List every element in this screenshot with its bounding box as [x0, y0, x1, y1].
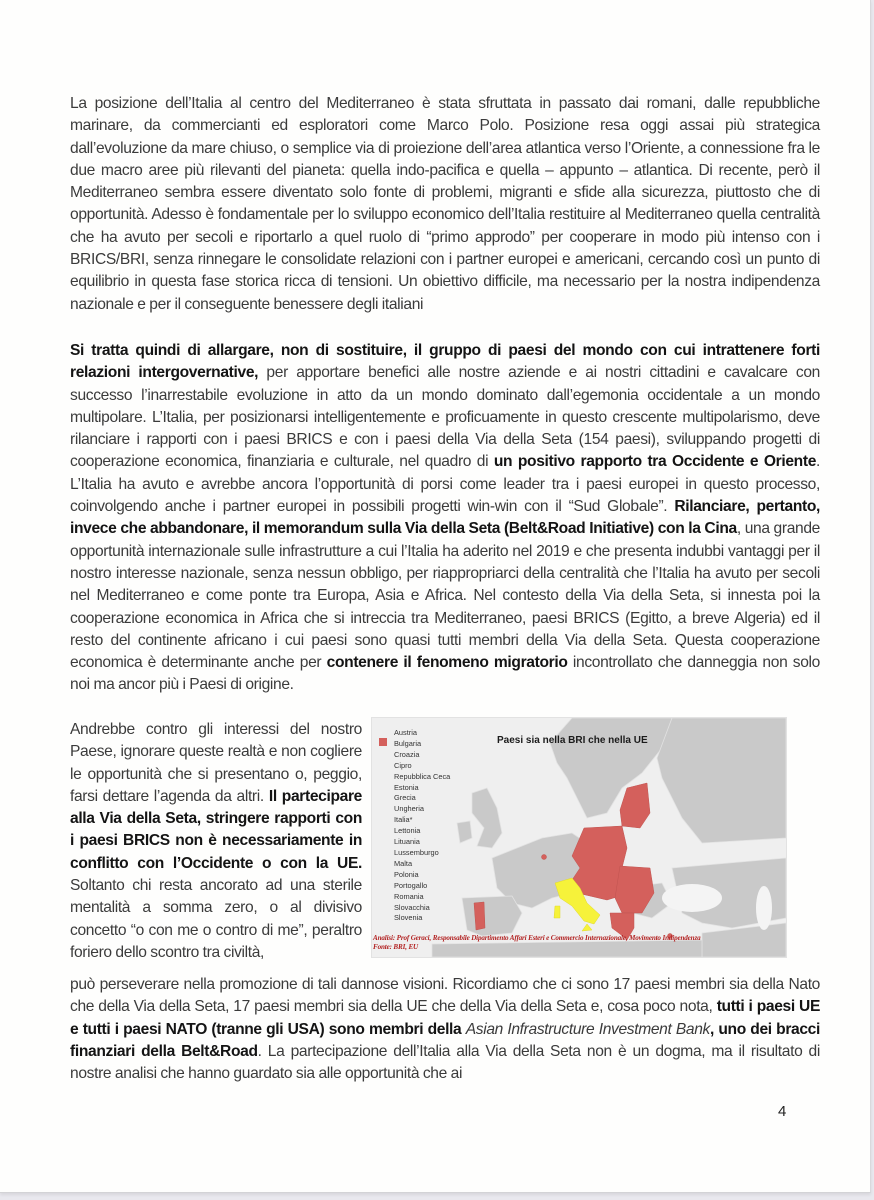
- text-segment: . L’Italia ha avuto e avrebbe ancora l’opportunità di porsi come leader tra i paesi europei in questo processo, coinvolgendo anche i partner europei in possibili progetti win-win con il “Sud Globale”.: [70, 453, 820, 516]
- legend-item: Lituania: [394, 837, 420, 847]
- bold-memorandum: Rilanciare, pertanto, invece che abbandonare, il memorandum sulla Via della Seta (Belt&Road Initiative) con la Cina: [70, 498, 821, 538]
- legend-item: Slovenia: [394, 913, 423, 923]
- bold-bracci-finanziari: , uno dei bracci finanziari della Belt&Road: [70, 1020, 820, 1060]
- bold-allargare: Si tratta quindi di allargare, non di sostituire, il gruppo di paesi del mondo con cui intrattenere forti relazioni intergovernative,: [70, 342, 820, 382]
- legend-swatch-red: [379, 738, 387, 746]
- legend-item: Portogallo: [394, 880, 428, 890]
- map-figure-bri-eu: [371, 717, 787, 958]
- legend-item: Italia*: [394, 815, 413, 825]
- paragraph-allargare: [70, 340, 820, 697]
- text-segment: . La partecipazione dell’Italia alla Via della Seta non è un dogma, ma il risultato di nostre analisi che hanno guardato sia alle opportunità che ai: [70, 1042, 820, 1083]
- legend-item: Bulgaria: [394, 738, 422, 748]
- legend-item: Ungheria: [394, 804, 424, 814]
- legend-item: Lussemburgo: [394, 847, 439, 857]
- legend-item: Austria: [394, 728, 418, 737]
- bold-partecipare: Il partecipare alla Via della Seta, stringere rapporti con i paesi BRICS non è necessariamente in conflitto con l’Occidente o con la UE.: [70, 787, 363, 872]
- page-number: 4: [778, 1103, 787, 1120]
- paragraph-perseverare: [70, 974, 820, 1085]
- bold-migratorio: contenere il fenomeno migratorio: [326, 654, 568, 672]
- legend-item: Romania: [394, 891, 424, 901]
- legend-item: Slovacchia: [394, 902, 430, 912]
- map-legend: [394, 728, 450, 924]
- legend-item: Malta: [394, 858, 413, 868]
- legend-item: Estonia: [394, 782, 419, 792]
- text-segment: Andrebbe contro gli interessi del nostro Paese, ignorare queste realtà e non cogliere le opportunità che si presentano o, peggio, farsi dettare l’agenda da altri.: [70, 721, 362, 805]
- map-title: Paesi sia nella BRI che nella UE: [497, 735, 648, 746]
- map-credit-source: Fonte: BRI, EU: [373, 943, 419, 952]
- legend-item: Repubblica Ceca: [394, 771, 451, 781]
- legend-item: Croazia: [394, 749, 420, 759]
- map-credit-analysis: Analisi: Prof Geraci, Responsabile Dipartimento Affari Esteri e Commercio Internazionale, Movimento Indipendenza: [373, 934, 701, 942]
- italic-aiib: Asian Infrastructure Investment Bank: [465, 1020, 711, 1038]
- legend-item: Cipro: [394, 760, 412, 770]
- text-segment: per apportare benefici alle nostre aziende e ai nostri cittadini e cavalcare con successo l’inarrestabile evoluzione in atto da un mondo dominato dall’egemonia occidentale a un mondo multipolare. L’Italia, per posizionarsi intelligentemente e proficuamente in questo crescente multipolarismo, deve rilanciare i rapporti con i paesi BRICS e con i paesi della Via della Seta (154 paesi), sviluppando progetti di cooperazione economica, finanziaria e culturale, nel quadro di: [70, 364, 820, 471]
- paragraph-mediterraneo: La posizione dell’Italia al centro del Mediterraneo è stata sfruttata in passato dai romani, dalle repubbliche marinare, da commercianti ed esploratori come Marco Polo. Posizione resa oggi assai più strategica dall’evoluzione da mare chiuso, o semplice via di proiezione dell’area atlantica verso l’Oriente, a connessione fra le due macro aree più rilevanti del pianeta: quella indo-pacifica e quella – appunto – atlantica. Di recente, però il Mediterraneo sembra essere diventato solo fonte di problemi, migranti e sfide alla sicurezza, piuttosto che di opportunità. Adesso è fondamentale per lo sviluppo economico dell’Italia restituire al Mediterraneo quella centralità che ha avuto per secoli e riportarlo a quel ruolo di “primo approdo” per cooperare in modo più intenso con i BRICS/BRI, senza rinnegare le consolidate relazioni con i partner europei e americani, cercando così un punto di equilibrio in questa fase storica ricca di tensioni. Un obiettivo difficile, ma necessario per la nostra indipendenza nazionale e per il conseguente benessere degli italiani: [70, 95, 820, 313]
- bold-rapporto: un positivo rapporto tra Occidente e Oriente: [493, 453, 817, 471]
- text-segment: Soltanto chi resta ancorato ad una sterile mentalità a somma zero, o al divisivo concetto “o con me o contro di me”, peraltro foriero dello scontro tra civiltà,: [70, 877, 362, 961]
- legend-item: Grecia: [394, 793, 416, 803]
- text-segment: può perseverare nella promozione di tali dannose visioni. Ricordiamo che ci sono 17 paesi membri sia della Nato che della Via della Seta, 17 paesi membri sia della UE che della Via della Seta e, cosa poco nota,: [70, 976, 820, 1016]
- text-segment: incontrollato che danneggia non solo noi ma ancor più i Paesi di origine.: [70, 654, 820, 694]
- legend-item: Polonia: [394, 869, 419, 879]
- map-credit: [373, 934, 785, 953]
- text-segment: , una grande opportunità internazionale sulle infrastrutture a cui l’Italia ha aderito nel 2019 e che presenta indubbi vantaggi per il nostro interesse nazionale, senza nessun obbligo, per riappropriarci della centralità che l’Italia ha avuto per secoli nel Mediterraneo e come ponte tra Europa, Asia e Africa. Nel contesto della Via della Seta, si innesta poi la cooperazione economica in Africa che si intreccia tra Mediterraneo, paesi BRICS (Egitto, a breve Algeria) ed il resto del continente africano i cui paesi sono quasi tutti membri della Via della Seta. Questa cooperazione economica è determinante anche per: [70, 520, 821, 672]
- legend-item: Lettonia: [394, 826, 421, 836]
- paragraph-interessi: [70, 719, 362, 964]
- bold-paesi-ue-nato: tutti i paesi UE e tutti i paesi NATO (tranne gli USA) sono membri della: [70, 998, 820, 1038]
